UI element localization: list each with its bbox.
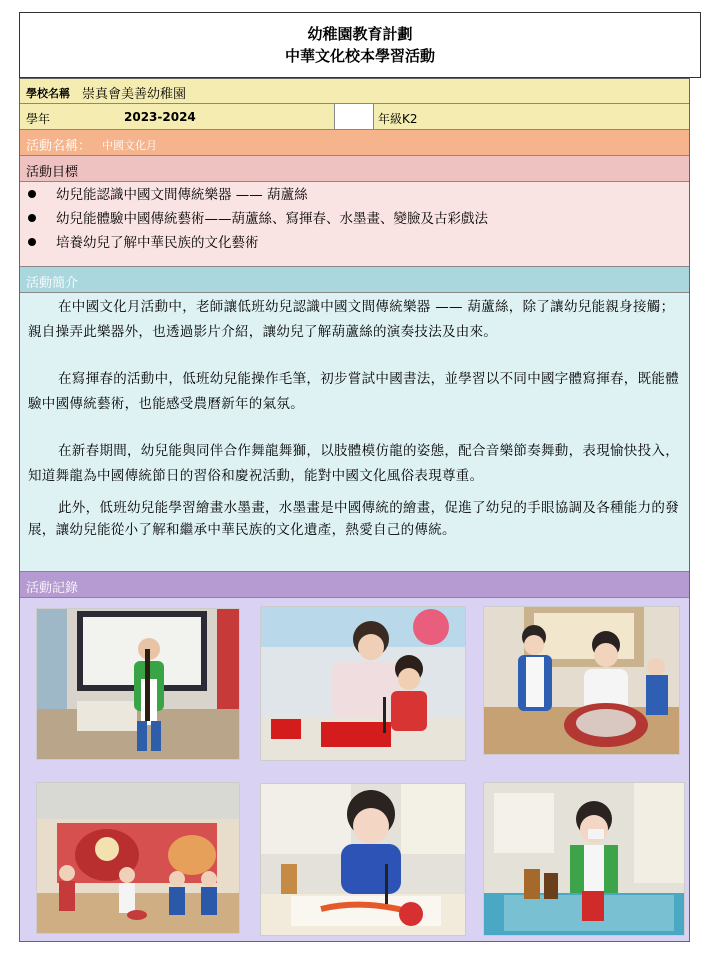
- photo-calligraphy: [260, 606, 466, 761]
- school-name: 崇真會美善幼稚園: [82, 87, 187, 102]
- goals-header: [20, 156, 689, 182]
- bullet-icon: [28, 190, 36, 198]
- bullet-icon: [28, 238, 36, 246]
- year-label: 學年: [26, 112, 51, 126]
- records-body: [20, 598, 689, 941]
- intro-paragraph: 在寫揮春的活動中，低班幼兒能操作毛筆，初步嘗試中國書法，並學習以不同中國字體寫揮春，既能體驗中國傳統藝術，也能感受農曆新年的氣氛。: [28, 371, 679, 412]
- goals-label: 活動目標: [26, 165, 79, 180]
- intro-paragraph: 在新春期間，幼兒能與同伴合作舞龍舞獅，以肢體模仿龍的姿態，配合音樂節奏舞動，表現愉快投入，知道舞龍為中國傳統節日的習俗和慶祝活動，能對中國文化風俗表現尊重。: [28, 443, 679, 484]
- activity-name-value: 中國文化月: [102, 139, 157, 152]
- grade-label: 年級K2: [378, 112, 418, 126]
- photo-bian-lian: [483, 606, 680, 755]
- photo-ink-painting-boy: [483, 782, 685, 936]
- activity-name-label: 活動名稱：: [26, 139, 92, 154]
- intro-body: [20, 293, 689, 572]
- photo-hulusi: [36, 608, 240, 760]
- intro-header: [20, 267, 689, 293]
- records-label: 活動記錄: [26, 581, 79, 596]
- activity-name-row: [20, 130, 689, 156]
- school-row: [20, 79, 689, 104]
- intro-paragraph: 此外，低班幼兒能學習繪畫水墨畫，水墨畫是中國傳統的繪畫，促進了幼兒的手眼協調及各種能力的發展，讓幼兒能從小了解和繼承中華民族的文化遺產，熱愛自己的傳統。: [28, 500, 679, 538]
- blank-cell: [335, 104, 373, 129]
- document-title-box: [19, 12, 701, 78]
- goal-item: 培養幼兒了解中華民族的文化藝術: [28, 234, 259, 252]
- document-title: 幼稚園教育計劃: [307, 25, 413, 43]
- goals-body: [20, 182, 689, 267]
- records-header: [20, 572, 689, 598]
- goal-item: 幼兒能體驗中國傳統藝術——葫蘆絲、寫揮春、水墨畫、變臉及古彩戲法: [28, 210, 488, 228]
- goal-item: 幼兒能認識中國文間傳統樂器 —— 葫蘆絲: [28, 186, 308, 204]
- school-label: 學校名稱: [26, 87, 70, 100]
- intro-paragraph: 在中國文化月活動中，老師讓低班幼兒認識中國文間傳統樂器 —— 葫蘆絲，除了讓幼兒能親身接觸；親自操弄此樂器外，也透過影片介紹，讓幼兒了解葫蘆絲的演奏技法及由來。: [28, 299, 675, 340]
- intro-label: 活動簡介: [26, 276, 79, 291]
- bullet-icon: [28, 214, 36, 222]
- year-value: 2023-2024: [124, 110, 196, 124]
- document-subtitle: 中華文化校本學習活動: [284, 47, 435, 65]
- photo-ink-painting-girl: [260, 783, 466, 936]
- year-row: [20, 104, 689, 130]
- photo-lion-dance: [36, 782, 240, 934]
